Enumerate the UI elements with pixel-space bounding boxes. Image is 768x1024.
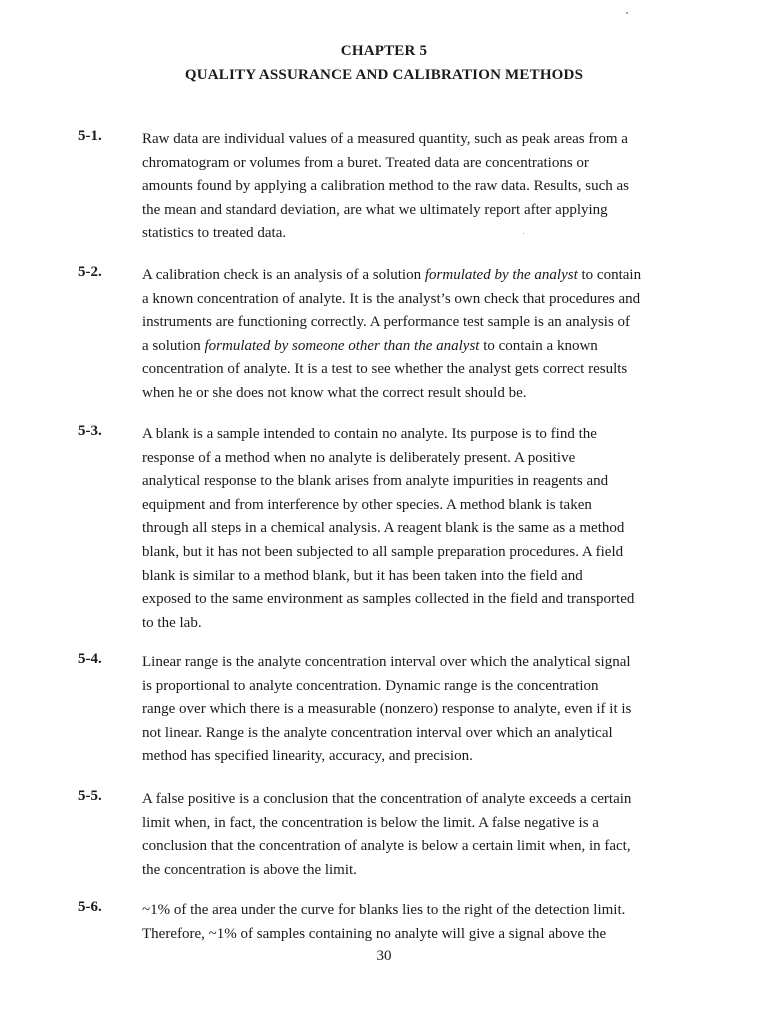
text-line: analytical response to the blank arises from analyte impurities in reagents and (142, 473, 609, 490)
text-line: amounts found by applying a calibration method to the raw data. Results, such as (142, 178, 629, 195)
text-line: A calibration check is an analysis of a solution formulated by the analyst to contain (142, 267, 642, 283)
text-line: the mean and standard deviation, are what we ultimately report after applying (142, 201, 608, 218)
text-line: blank is similar to a method blank, but it has been taken into the field and (142, 567, 583, 584)
text-line: is proportional to analyte concentration. Dynamic range is the concentration (142, 677, 599, 694)
text-line: when he or she does not know what the correct result should be. (142, 384, 527, 401)
text-line: the concentration is above the limit. (142, 861, 357, 878)
problem-number: 5-6. (78, 899, 102, 915)
text-line: Therefore, ~1% of samples containing no analyte will give a signal above the (142, 925, 607, 942)
problem-text (142, 899, 702, 946)
chapter-number: CHAPTER 5 (340, 43, 428, 59)
emphasis-text: formulated by someone other than the analyst (204, 337, 480, 354)
problem-number: 5-3. (78, 423, 102, 439)
chapter-title: QUALITY ASSURANCE AND CALIBRATION METHODS (184, 67, 584, 83)
text-line: equipment and from interference by other species. A method blank is taken (142, 496, 592, 513)
text-line: a known concentration of analyte. It is the analyst’s own check that procedures and (142, 290, 641, 307)
problem-text (142, 651, 702, 769)
page-number: 30 (376, 948, 392, 964)
problem-text (142, 423, 702, 635)
text-line: response of a method when no analyte is deliberately present. A positive (142, 449, 576, 466)
text-line: a solution formulated by someone other than the analyst to contain a known (142, 337, 598, 354)
text-line: limit when, in fact, the concentration is below the limit. A false negative is a (142, 814, 599, 831)
problem-number: 5-5. (78, 788, 102, 804)
text-line: concentration of analyte. It is a test to see whether the analyst gets correct results (142, 361, 628, 378)
scan-speck (523, 233, 524, 234)
text-line: A false positive is a conclusion that the concentration of analyte exceeds a certain (142, 791, 632, 807)
problem-number: 5-4. (78, 651, 102, 667)
scan-speck (626, 12, 628, 14)
text-line: not linear. Range is the analyte concentration interval over which an analytical (142, 724, 613, 741)
problem-text (142, 788, 702, 882)
text-line: chromatogram or volumes from a buret. Treated data are concentrations or (142, 154, 589, 171)
text-line: statistics to treated data. (142, 225, 287, 242)
text-line: through all steps in a chemical analysis. A reagent blank is the same as a method (142, 520, 625, 537)
emphasis-text: formulated by the analyst (424, 267, 578, 283)
text-line: blank, but it has not been subjected to all sample preparation procedures. A field (142, 543, 624, 560)
problem-number: 5-1. (78, 128, 102, 144)
text-line: conclusion that the concentration of analyte is below a certain limit when, in fact, (142, 838, 631, 855)
text-line: to the lab. (142, 614, 202, 631)
problem-number: 5-2. (78, 264, 102, 280)
text-line: method has specified linearity, accuracy, and precision. (142, 748, 473, 765)
text-line: exposed to the same environment as samples collected in the field and transported (142, 591, 635, 608)
text-line: Raw data are individual values of a measured quantity, such as peak areas from a (142, 131, 628, 147)
problem-text (142, 264, 702, 406)
problem-text (142, 128, 702, 246)
text-line: Linear range is the analyte concentration interval over which the analytical signal (142, 654, 631, 670)
text-line: ~1% of the area under the curve for blanks lies to the right of the detection limit. (142, 902, 626, 918)
text-line: A blank is a sample intended to contain no analyte. Its purpose is to find the (142, 426, 597, 442)
text-line: range over which there is a measurable (nonzero) response to analyte, even if it is (142, 701, 632, 718)
text-line: instruments are functioning correctly. A performance test sample is an analysis of (142, 314, 631, 331)
